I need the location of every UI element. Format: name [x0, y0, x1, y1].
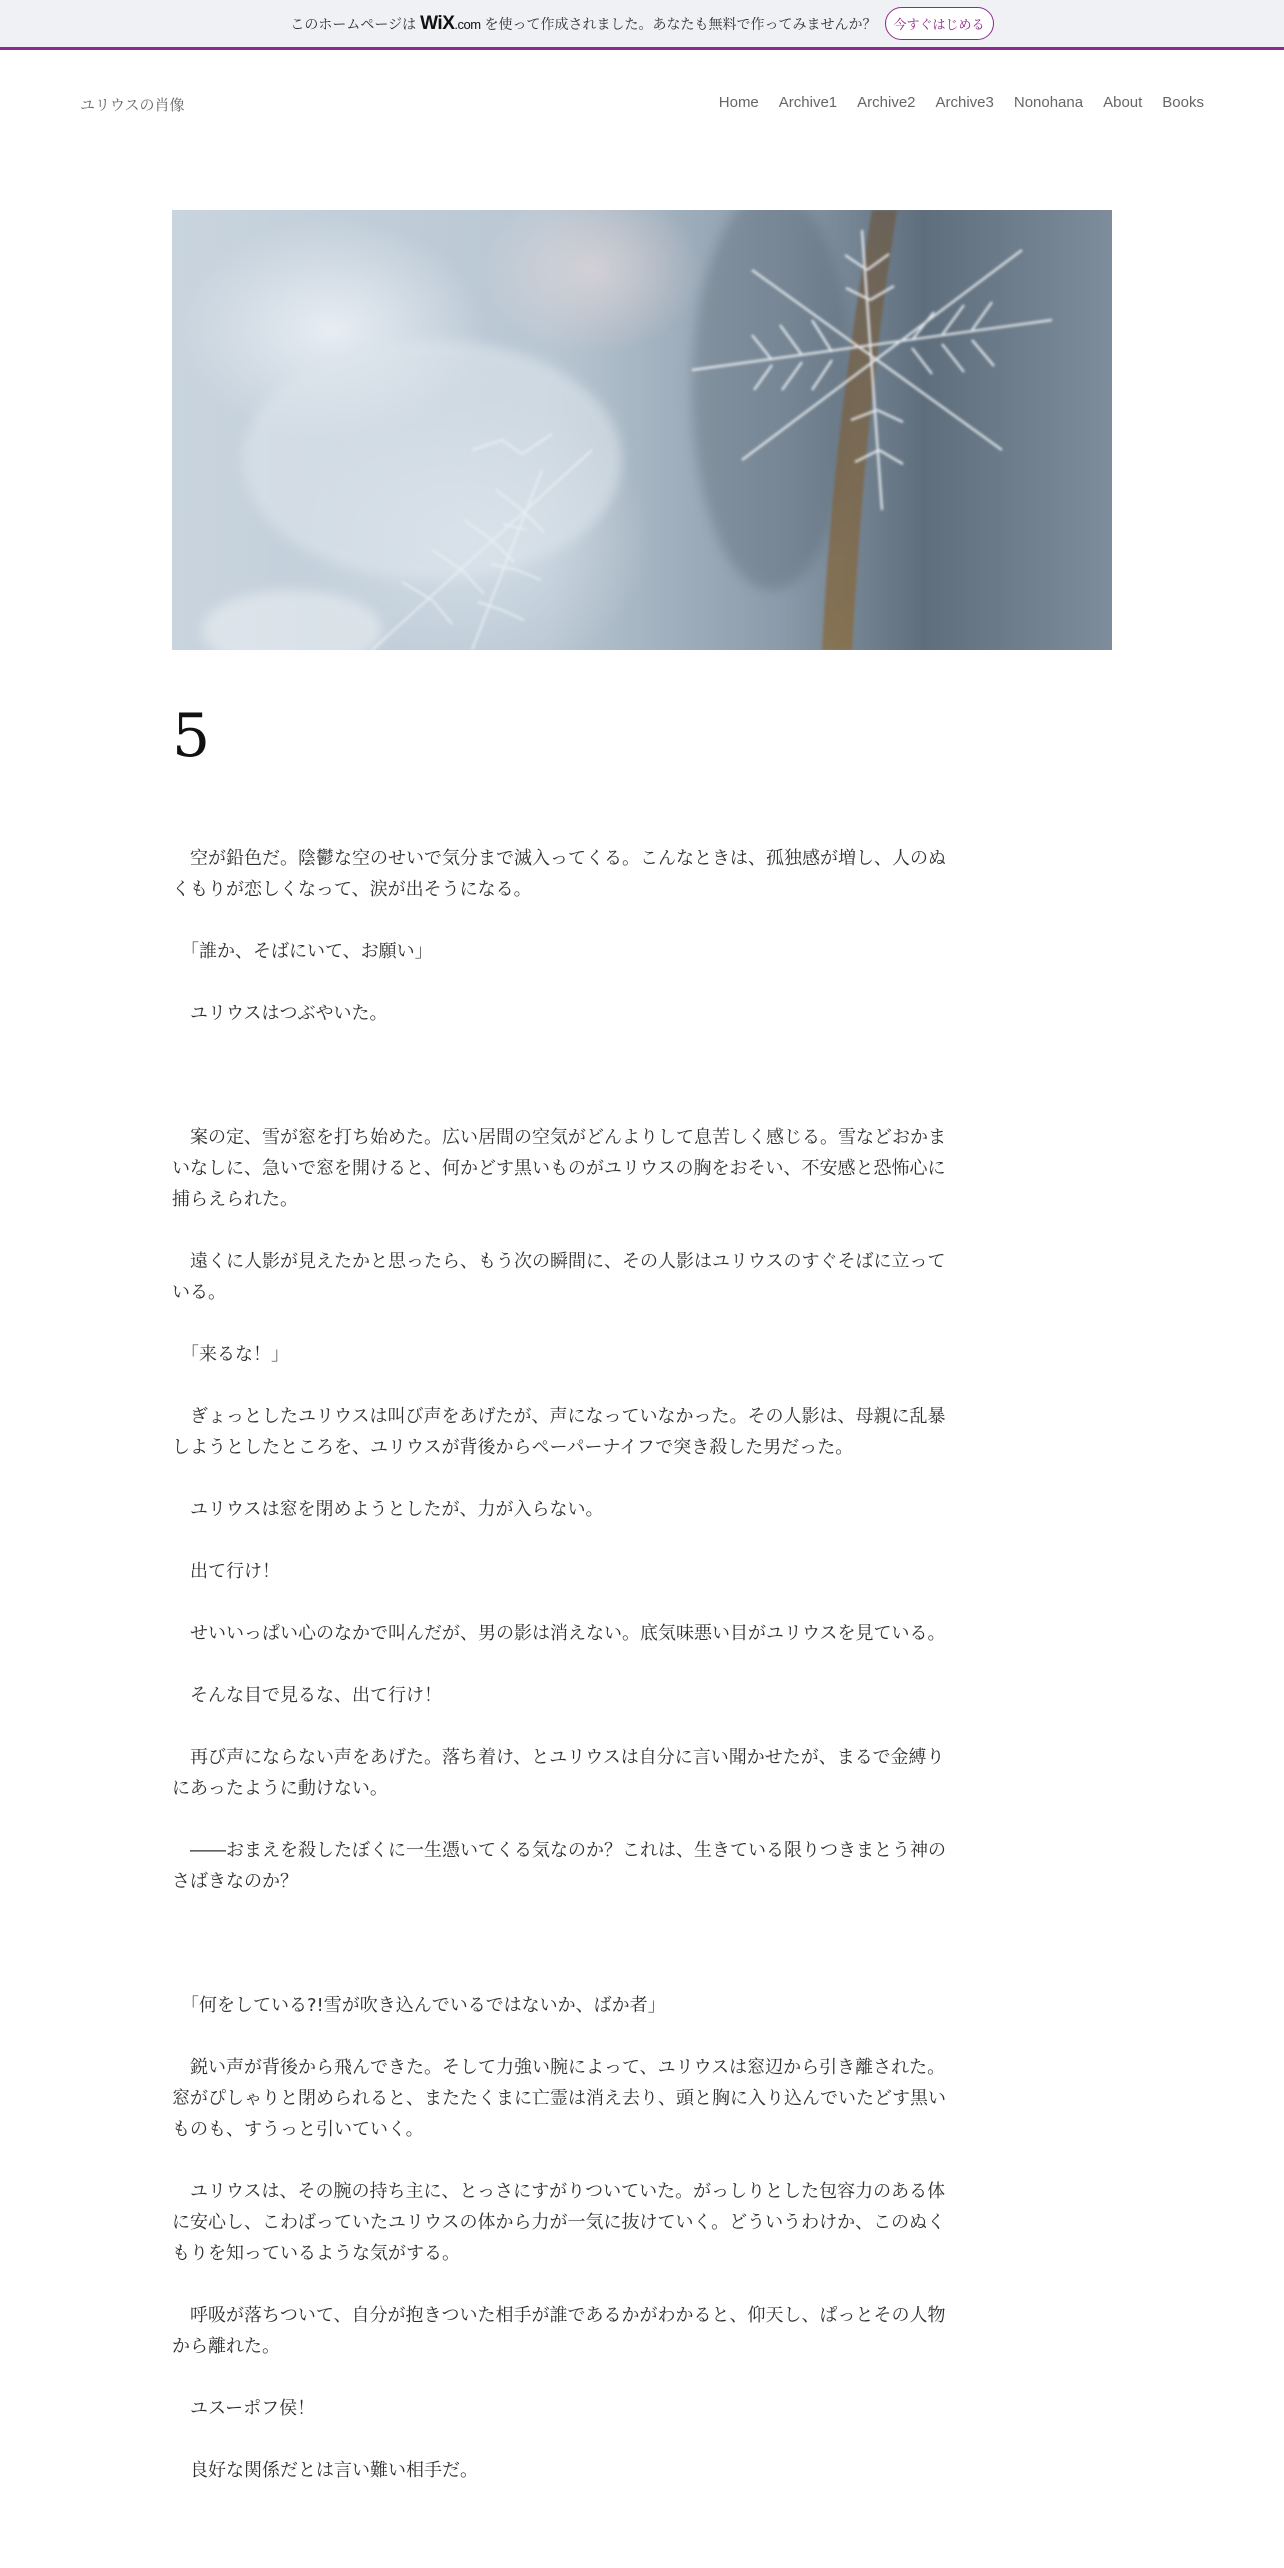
nav-archive3[interactable]: Archive3: [935, 94, 994, 111]
nav-archive2[interactable]: Archive2: [857, 94, 916, 111]
wix-logo-suffix: .com: [454, 16, 481, 32]
post-title: 5: [172, 701, 211, 771]
paragraph: 再び声にならない声をあげた。落ち着け、とユリウスは自分に言い聞かせたが、まるで金縛りにあったように動けない。: [172, 1747, 945, 1799]
paragraph: 「何をしている?!雪が吹き込んでいるではないか、ばか者」: [172, 1995, 666, 2016]
main-nav: [719, 94, 1204, 111]
paragraph-blank: [172, 1804, 952, 1835]
nav-archive1[interactable]: Archive1: [778, 94, 838, 111]
post-body: [172, 843, 952, 2486]
paragraph-blank: [172, 1463, 952, 1494]
paragraph: ――おまえを殺したぼくに一生憑いてくる気なのか？これは、生きている限りつきまとう神のさばきなのか？: [172, 1840, 946, 1892]
paragraph-blank: [172, 1928, 952, 1959]
paragraph-blank: [172, 1649, 952, 1680]
snowflake-image: [172, 210, 1112, 650]
paragraph: せいいっぱい心のなかで叫んだが、男の影は消えない。底気味悪い目がユリウスを見ている。: [172, 1623, 946, 1644]
nav-books[interactable]: Books: [1162, 94, 1204, 111]
paragraph-blank: [172, 2021, 952, 2052]
paragraph: 「来るな！」: [172, 1344, 289, 1365]
paragraph: ユスーポフ侯！: [172, 2398, 316, 2419]
paragraph-blank: [172, 1060, 952, 1091]
paragraph-blank: [172, 1370, 952, 1401]
paragraph: 案の定、雪が窓を打ち始めた。広い居間の空気がどんよりして息苦しく感じる。雪などおかまいなしに、急いで窓を開けると、何かどす黒いものがユリウスの胸をおそい、不安感と恐怖心に捕らえられた。: [172, 1127, 946, 1210]
paragraph-blank: [172, 1897, 952, 1928]
start-now-button[interactable]: 今すぐはじめる: [885, 7, 994, 40]
paragraph-blank: [172, 905, 952, 936]
banner-prefix: このホームページは: [290, 16, 417, 33]
paragraph: ユリウスはつぶやいた。: [172, 1003, 388, 1024]
paragraph-blank: [172, 1215, 952, 1246]
paragraph-blank: [172, 967, 952, 998]
paragraph: そんな目で見るな、出て行け！: [172, 1685, 442, 1706]
paragraph-blank: [172, 1959, 952, 1990]
paragraph: 鋭い声が背後から飛んできた。そして力強い腕によって、ユリウスは窓辺から引き離された。窓がぴしゃりと閉められると、またたくまに亡霊は消え去り、頭と胸に入り込んでいたどす黒いものも、すうっと引いていく。: [172, 2057, 946, 2140]
paragraph-blank: [172, 1308, 952, 1339]
paragraph-blank: [172, 1711, 952, 1742]
paragraph-blank: [172, 2269, 952, 2300]
nav-home[interactable]: Home: [718, 94, 759, 111]
paragraph-blank: [172, 2362, 952, 2393]
paragraph: 空が鉛色だ。陰鬱な空のせいで気分まで滅入ってくる。こんなときは、孤独感が増し、人のぬくもりが恋しくなって、涙が出そうになる。: [172, 848, 946, 900]
paragraph: 遠くに人影が見えたかと思ったら、もう次の瞬間に、その人影はユリウスのすぐそばに立っている。: [172, 1251, 946, 1303]
paragraph: 「誰か、そばにいて、お願い」: [172, 941, 433, 962]
paragraph-blank: [172, 2424, 952, 2455]
paragraph: ユリウスは、その腕の持ち主に、とっさにすがりついていた。がっしりとした包容力のある体に安心し、こわばっていたユリウスの体から力が一気に抜けていく。どういうわけか、このぬくもりを知っているような気がする。: [172, 2181, 946, 2264]
paragraph-blank: [172, 1525, 952, 1556]
paragraph-blank: [172, 2145, 952, 2176]
paragraph-blank: [172, 1587, 952, 1618]
wix-logo-text: WiX: [420, 12, 455, 34]
banner-suffix: を使って作成されました。あなたも無料で作ってみませんか？: [484, 16, 877, 33]
nav-about[interactable]: About: [1103, 94, 1143, 111]
site-title[interactable]: ユリウスの肖像: [80, 96, 185, 114]
paragraph: 呼吸が落ちついて、自分が抱きついた相手が誰であるかがわかると、仰天し、ぱっとその人物から離れた。: [172, 2305, 946, 2357]
paragraph-blank: [172, 1091, 952, 1122]
paragraph: ユリウスは窓を閉めようとしたが、力が入らない。: [172, 1499, 604, 1520]
wix-logo[interactable]: [420, 13, 480, 35]
hero-image: [172, 210, 1112, 650]
paragraph: 良好な関係だとは言い難い相手だ。: [172, 2460, 478, 2481]
nav-nonohana[interactable]: Nonohana: [1013, 94, 1084, 111]
paragraph: ぎょっとしたユリウスは叫び声をあげたが、声になっていなかった。その人影は、母親に乱暴しようとしたところを、ユリウスが背後からペーパーナイフで突き殺した男だった。: [172, 1406, 946, 1458]
wix-promo-banner: [0, 0, 1284, 50]
paragraph: 出て行け！: [172, 1561, 280, 1582]
paragraph-blank: [172, 1029, 952, 1060]
